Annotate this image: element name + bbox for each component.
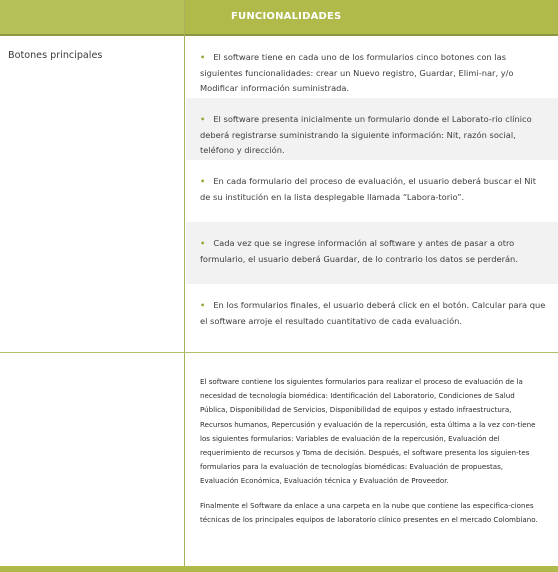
column-divider <box>184 0 185 567</box>
table-header <box>0 0 558 36</box>
forms-description <box>200 375 540 527</box>
row-divider <box>0 352 558 353</box>
table-footer-bar <box>0 566 558 572</box>
bullet-icon: • <box>200 300 206 310</box>
list-item <box>186 36 558 98</box>
header-title: FUNCIONALIDADES <box>231 11 342 22</box>
item-text: El software presenta inicialmente un formulario donde el Laborato-rio clínico deberá registrarse suministrando la siguiente información: Nit, razón social, teléfono y dirección. <box>200 114 532 155</box>
list-item <box>186 284 558 346</box>
functionality-list <box>186 36 558 346</box>
item-text: Cada vez que se ingrese información al software y antes de pasar a otro formulario, el usuario deberá Guardar, de lo contrario los datos se perderán. <box>200 238 518 264</box>
bullet-icon: • <box>200 176 206 186</box>
item-text: En los formularios finales, el usuario deberá click en el botón. Calcular para que el software arroje el resultado cuantitativo de cada evaluación. <box>200 300 546 326</box>
bullet-icon: • <box>200 52 206 62</box>
forms-paragraph: El software contiene los siguientes formularios para realizar el proceso de evaluación de la necesidad de tecnología biomédica: Identificación del Laboratorio, Condiciones de Salud Pública, Disponibilidad de Servicios, Disponibilidad de equipos y estado infraestructura, Recursos humanos, Repercusión y evaluación de la repercusión, esta última a la vez con-tiene los siguientes formularios: Variables de evaluación de la repercusión, Evaluación del requerimiento de recursos y Toma de decisión. Después, el software presenta los siguien-tes formularios para la evaluación de tecnologías biomédicas: Evaluación de propuestas, Evaluación Económica, Evaluación técnica y Evaluación de Proveedor. <box>200 377 536 486</box>
header-left-cell <box>0 0 185 34</box>
item-text: El software tiene en cada uno de los formularios cinco botones con las siguientes funcionalidades: crear un Nuevo registro, Guardar, Elimi-nar, y/o Modificar información suministrada. <box>200 52 514 93</box>
row-label-main-buttons: Botones principales <box>8 50 103 61</box>
bullet-icon: • <box>200 114 206 124</box>
item-text: En cada formulario del proceso de evaluación, el usuario deberá buscar el Nit de su institución en la lista desplegable llamada “Labora-torio”. <box>200 176 536 202</box>
cloud-folder-paragraph: Finalmente el Software da enlace a una carpeta en la nube que contiene las especifica-ciones técnicas de los principales equipos de laboratorio clínico presentes en el mercado Colombiano. <box>200 500 538 524</box>
list-item <box>186 160 558 222</box>
list-item <box>186 98 558 160</box>
list-item <box>186 222 558 284</box>
bullet-icon: • <box>200 238 206 248</box>
